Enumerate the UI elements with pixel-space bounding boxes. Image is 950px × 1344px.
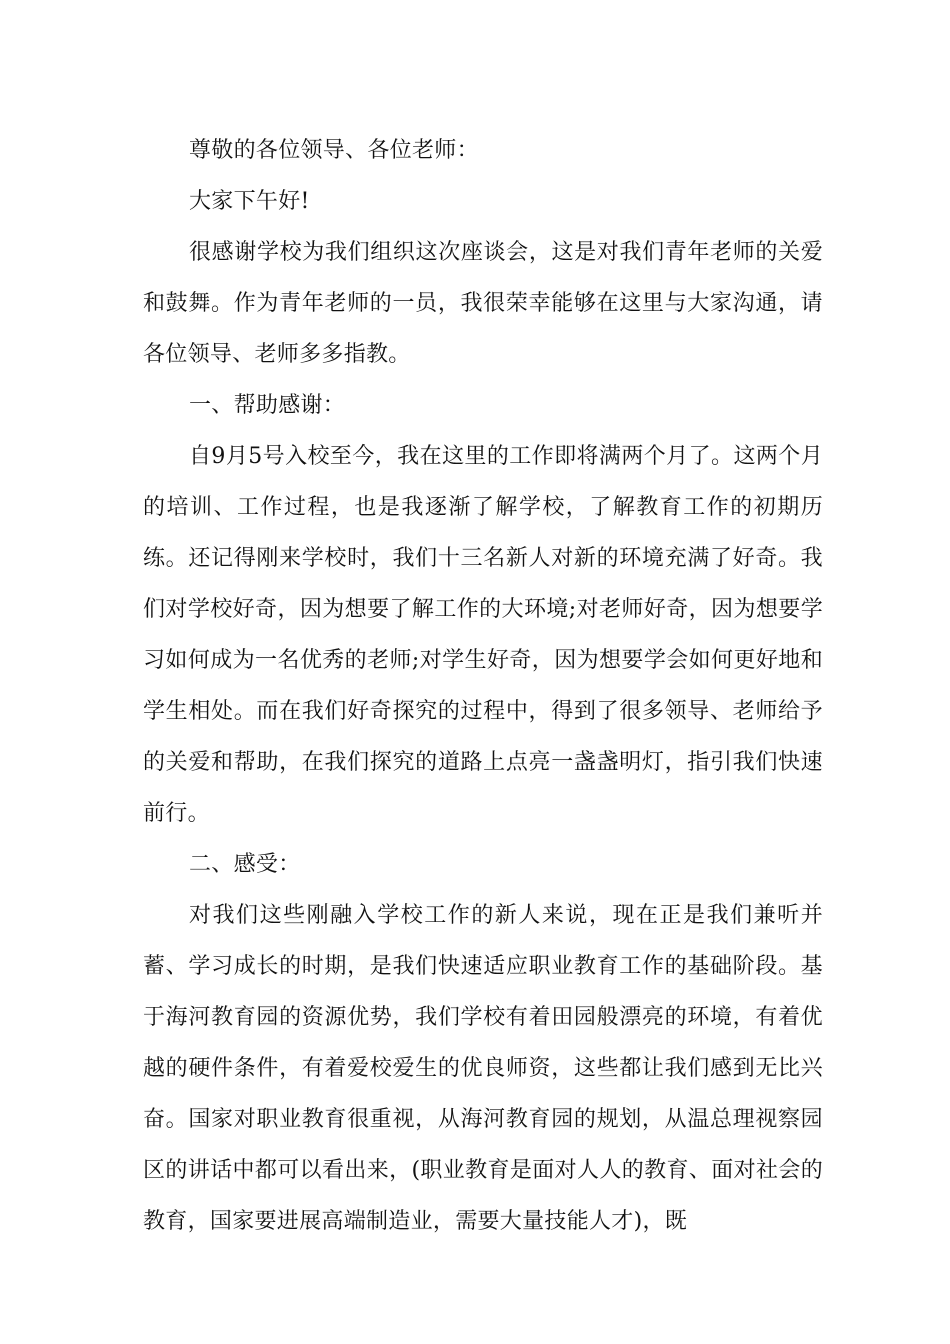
section1-paragraph: 自9月5号入校至今，我在这里的工作即将满两个月了。这两个月的培训、工作过程，也是我逐渐了解学校，了解教育工作的初期历练。还记得刚来学校时，我们十三名新人对新的环境充满了好奇。我们对学校好奇，因为想要了解工作的大环境;对老师好奇，因为想要学习如何成为一名优秀的老师;对学生好奇，因为想要学会如何更好地和学生相处。而在我们好奇探究的过程中，得到了很多领导、老师给予的关爱和帮助，在我们探究的道路上点亮一盏盏明灯，指引我们快速前行。	[143, 444, 823, 826]
section1-heading: 一、帮助感谢：	[189, 393, 346, 418]
greeting: 大家下午好!	[189, 189, 310, 214]
salutation: 尊敬的各位领导、各位老师：	[189, 138, 479, 163]
intro-paragraph: 很感谢学校为我们组织这次座谈会，这是对我们青年老师的关爱和鼓舞。作为青年老师的一员，我很荣幸能够在这里与大家沟通，请各位领导、老师多多指教。	[143, 240, 823, 367]
document-body	[143, 125, 823, 1247]
section2-heading: 二、感受：	[189, 852, 301, 877]
section2-paragraph: 对我们这些刚融入学校工作的新人来说，现在正是我们兼听并蓄、学习成长的时期，是我们快速适应职业教育工作的基础阶段。基于海河教育园的资源优势，我们学校有着田园般漂亮的环境，有着优越的硬件条件，有着爱校爱生的优良师资，这些都让我们感到无比兴奋。国家对职业教育很重视，从海河教育园的规划，从温总理视察园区的讲话中都可以看出来，(职业教育是面对人人的教育、面对社会的教育，国家要进展高端制造业，需要大量技能人才)，既	[143, 903, 823, 1234]
